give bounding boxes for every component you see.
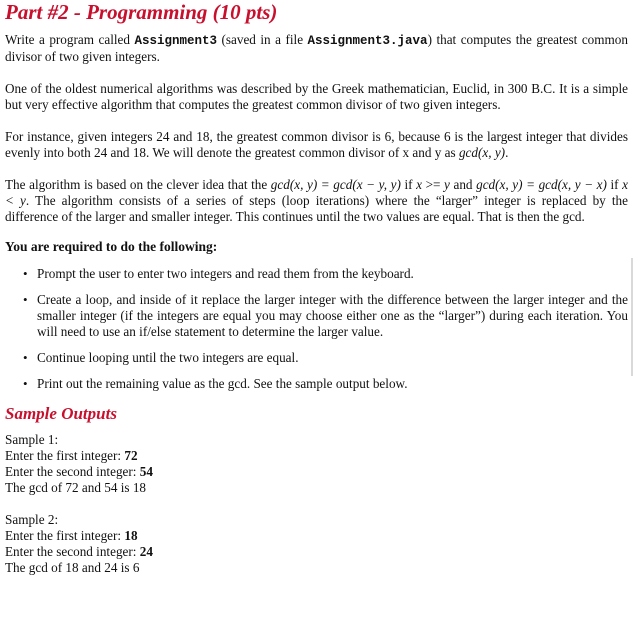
sample-result: The gcd of 72 and 54 is 18 (5, 480, 147, 495)
sample-second-prompt (5, 544, 628, 560)
p3-text-a: For instance, given integers 24 and 18, the greatest common divisor is 6, because 6 is the largest integer that divides evenly into both 24 and 18. We will denote the greatest common divisor of x and y as (5, 129, 628, 160)
p4-text-a: The algorithm is based on the clever idea that the (5, 177, 271, 192)
prompt-text: Enter the second integer: (5, 464, 140, 479)
requirement-item (5, 376, 628, 392)
euclid-paragraph: One of the oldest numerical algorithms was described by the Greek mathematician, Euclid, in 300 B.C. It is a simple but very effective algorithm that computes the greatest common divisor of two given integers. (5, 81, 628, 112)
requirement-text: Prompt the user to enter two integers and read them from the keyboard. (37, 266, 414, 281)
sample-result: The gcd of 18 and 24 is 6 (5, 560, 140, 575)
p4-text-c: >= (421, 177, 445, 192)
sample-label: Sample 2: (5, 512, 59, 527)
bullet-icon: • (23, 350, 28, 365)
input-value: 54 (139, 464, 153, 479)
prompt-text: Enter the first integer: (5, 528, 125, 543)
sample-first-prompt (5, 448, 628, 464)
math-x-less-y: x < y (5, 177, 629, 208)
prompt-text: Enter the second integer: (5, 544, 140, 559)
prompt-text: Enter the first integer: (5, 448, 125, 463)
sample-label: Sample 1: (5, 432, 59, 447)
p3-text-b: . (505, 145, 509, 160)
p4-text-e: if (606, 177, 623, 192)
bullet-icon: • (23, 376, 28, 391)
p1-text-a: Write a program called (5, 32, 135, 47)
requirement-item (5, 350, 628, 366)
requirement-text: Create a loop, and inside of it replace the larger integer with the difference between the larger integer and the smaller integer (if the integers are equal you may choose either one as the “larger”) during each iteration. You will need to use an if/else statement to determine the larger value. (37, 292, 628, 339)
input-value: 18 (124, 528, 138, 543)
sample-1 (5, 432, 628, 496)
math-x: x (416, 177, 422, 192)
gcd-notation: gcd(x, y) (458, 145, 506, 160)
part-title: Part #2 - Programming (10 pts) (5, 0, 278, 24)
algorithm-paragraph (5, 177, 628, 225)
bullet-icon: • (23, 292, 28, 307)
intro-paragraph (5, 32, 628, 65)
sample-2 (5, 512, 628, 576)
example-paragraph (5, 129, 628, 161)
file-name-code: Assignment3.java (307, 34, 428, 48)
document-page (5, 0, 628, 576)
requirements-heading: You are required to do the following: (5, 239, 218, 254)
p4-text-f: . The algorithm consists of a series of steps (loop iterations) where the “larger” integer is replaced by the difference of the larger and smaller integer. This continues until the two values are equal. That is then the gcd. (5, 193, 628, 224)
sample-outputs-heading: Sample Outputs (5, 404, 117, 423)
math-y: y (444, 177, 450, 192)
p1-text-b: (saved in a file (216, 32, 308, 47)
sample-second-prompt (5, 464, 628, 480)
requirement-text: Continue looping until the two integers are equal. (37, 350, 299, 365)
requirements-list (5, 266, 628, 392)
class-name-code: Assignment3 (134, 34, 217, 48)
sample-first-prompt (5, 528, 628, 544)
input-value: 24 (139, 544, 153, 559)
input-value: 72 (124, 448, 138, 463)
requirement-item (5, 292, 628, 340)
p4-text-b: if (400, 177, 417, 192)
p4-text-d: and (449, 177, 477, 192)
requirement-item (5, 266, 628, 282)
p1-text-c: ) that computes the greatest common divisor of two given integers. (5, 32, 628, 64)
requirement-text: Print out the remaining value as the gcd. See the sample output below. (37, 376, 408, 391)
gcd-rule-1: gcd(x, y) = gcd(x − y, y) (270, 177, 401, 192)
gcd-rule-2: gcd(x, y) = gcd(x, y − x) (476, 177, 607, 192)
bullet-icon: • (23, 266, 28, 281)
